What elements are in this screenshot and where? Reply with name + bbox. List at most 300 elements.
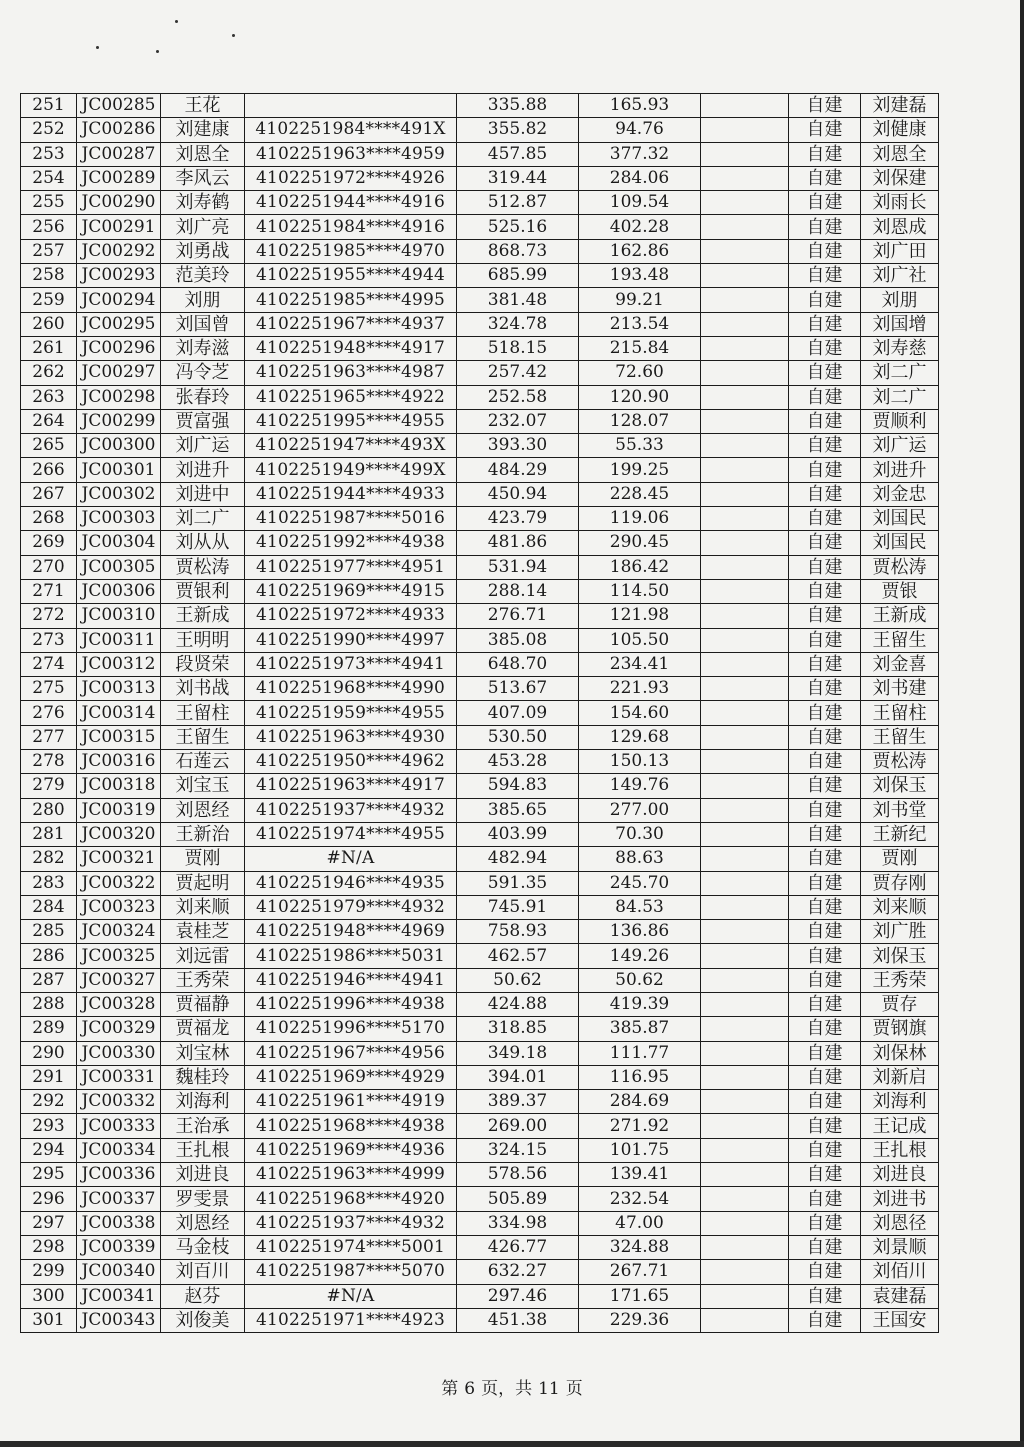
cell-area-2: 162.86 [579,239,701,263]
cell-area-1: 530.50 [457,725,579,749]
cell-name: 刘进中 [161,482,245,506]
cell-number: 266 [21,458,77,482]
cell-code: JC00318 [77,774,161,798]
cell-area-2: 199.25 [579,458,701,482]
cell-name: 王治承 [161,1114,245,1138]
cell-owner: 刘健康 [861,118,939,142]
cell-name: 王新成 [161,604,245,628]
cell-type: 自建 [789,1260,861,1284]
cell-area-2: 94.76 [579,118,701,142]
cell-area-1: 50.62 [457,968,579,992]
cell-id-number: 4102251977****4951 [245,555,457,579]
cell-owner: 刘雨长 [861,191,939,215]
cell-area-2: 139.41 [579,1163,701,1187]
cell-name: 刘俊美 [161,1308,245,1332]
table-row [21,1065,939,1089]
cell-area-2: 149.76 [579,774,701,798]
cell-type: 自建 [789,458,861,482]
cell-name: 贾起明 [161,871,245,895]
cell-name: 刘远雷 [161,944,245,968]
cell-type: 自建 [789,482,861,506]
table-row [21,871,939,895]
cell-type: 自建 [789,628,861,652]
cell-id-number: 4102251973****4941 [245,652,457,676]
table-row [21,434,939,458]
cell-number: 283 [21,871,77,895]
table-row [21,385,939,409]
cell-type: 自建 [789,215,861,239]
cell-blank [701,1284,789,1308]
cell-owner: 刘广社 [861,264,939,288]
cell-area-2: 70.30 [579,822,701,846]
cell-type: 自建 [789,94,861,118]
cell-id-number: 4102251963****4917 [245,774,457,798]
table-row [21,507,939,531]
cell-type: 自建 [789,191,861,215]
cell-blank [701,579,789,603]
cell-id-number: 4102251946****4935 [245,871,457,895]
footer-page-mid: 页，共 [481,1379,533,1399]
cell-code: JC00320 [77,822,161,846]
cell-blank [701,409,789,433]
cell-area-1: 393.30 [457,434,579,458]
cell-blank [701,1308,789,1332]
cell-owner: 贾松涛 [861,750,939,774]
cell-area-1: 518.15 [457,336,579,360]
cell-area-1: 868.73 [457,239,579,263]
cell-name: 范美玲 [161,264,245,288]
cell-type: 自建 [789,652,861,676]
cell-owner: 刘保林 [861,1041,939,1065]
cell-blank [701,1260,789,1284]
cell-type: 自建 [789,142,861,166]
cell-area-2: 277.00 [579,798,701,822]
table-row [21,555,939,579]
cell-area-1: 355.82 [457,118,579,142]
cell-owner: 贾钢旗 [861,1017,939,1041]
cell-area-1: 484.29 [457,458,579,482]
cell-code: JC00337 [77,1187,161,1211]
cell-id-number: 4102251944****4916 [245,191,457,215]
cell-name: 张春玲 [161,385,245,409]
cell-area-2: 128.07 [579,409,701,433]
cell-name: 王扎根 [161,1138,245,1162]
cell-name: 贾银利 [161,579,245,603]
cell-type: 自建 [789,409,861,433]
cell-area-1: 423.79 [457,507,579,531]
cell-id-number: 4102251974****5001 [245,1235,457,1259]
table-row [21,604,939,628]
cell-area-2: 114.50 [579,579,701,603]
table-row [21,652,939,676]
table-row [21,1138,939,1162]
cell-area-1: 450.94 [457,482,579,506]
cell-name: 王明明 [161,628,245,652]
table-row [21,701,939,725]
cell-number: 287 [21,968,77,992]
cell-name: 袁桂芝 [161,920,245,944]
cell-code: JC00310 [77,604,161,628]
cell-owner: 刘保建 [861,166,939,190]
table-row [21,312,939,336]
cell-area-1: 525.16 [457,215,579,239]
cell-area-2: 150.13 [579,750,701,774]
cell-code: JC00334 [77,1138,161,1162]
cell-code: JC00286 [77,118,161,142]
cell-number: 270 [21,555,77,579]
table-row [21,579,939,603]
cell-name: 马金枝 [161,1235,245,1259]
cell-blank [701,142,789,166]
cell-area-2: 324.88 [579,1235,701,1259]
cell-type: 自建 [789,1284,861,1308]
cell-blank [701,361,789,385]
cell-id-number: 4102251992****4938 [245,531,457,555]
cell-number: 264 [21,409,77,433]
cell-code: JC00313 [77,677,161,701]
cell-number: 262 [21,361,77,385]
table-row [21,1090,939,1114]
cell-number: 257 [21,239,77,263]
cell-id-number: 4102251995****4955 [245,409,457,433]
cell-id-number: 4102251971****4923 [245,1308,457,1332]
cell-number: 290 [21,1041,77,1065]
cell-blank [701,531,789,555]
cell-id-number: 4102251963****4959 [245,142,457,166]
cell-number: 251 [21,94,77,118]
cell-type: 自建 [789,1017,861,1041]
cell-area-1: 385.08 [457,628,579,652]
cell-number: 276 [21,701,77,725]
table-row [21,458,939,482]
cell-number: 279 [21,774,77,798]
cell-code: JC00333 [77,1114,161,1138]
cell-code: JC00291 [77,215,161,239]
cell-area-2: 193.48 [579,264,701,288]
table-row [21,336,939,360]
cell-number: 281 [21,822,77,846]
cell-number: 301 [21,1308,77,1332]
cell-area-1: 389.37 [457,1090,579,1114]
cell-number: 285 [21,920,77,944]
cell-id-number: 4102251986****5031 [245,944,457,968]
table-row [21,1187,939,1211]
cell-blank [701,288,789,312]
cell-owner: 刘书堂 [861,798,939,822]
cell-area-2: 290.45 [579,531,701,555]
cell-type: 自建 [789,604,861,628]
cell-number: 256 [21,215,77,239]
cell-id-number: 4102251990****4997 [245,628,457,652]
cell-blank [701,118,789,142]
cell-blank [701,895,789,919]
cell-name: 刘广运 [161,434,245,458]
cell-code: JC00287 [77,142,161,166]
cell-area-2: 377.32 [579,142,701,166]
cell-type: 自建 [789,579,861,603]
cell-name: 刘宝玉 [161,774,245,798]
cell-name: 王新治 [161,822,245,846]
cell-name: 刘进良 [161,1163,245,1187]
cell-number: 298 [21,1235,77,1259]
cell-code: JC00294 [77,288,161,312]
cell-code: JC00322 [77,871,161,895]
cell-number: 288 [21,992,77,1016]
table-row [21,166,939,190]
cell-area-1: 513.67 [457,677,579,701]
cell-area-2: 47.00 [579,1211,701,1235]
cell-area-1: 512.87 [457,191,579,215]
cell-id-number: 4102251974****4955 [245,822,457,846]
cell-owner: 刘国民 [861,507,939,531]
cell-number: 268 [21,507,77,531]
cell-id-number: 4102251965****4922 [245,385,457,409]
cell-area-2: 154.60 [579,701,701,725]
cell-type: 自建 [789,312,861,336]
cell-type: 自建 [789,1065,861,1089]
table-row [21,750,939,774]
cell-name: 刘百川 [161,1260,245,1284]
cell-code: JC00319 [77,798,161,822]
cell-blank [701,725,789,749]
cell-owner: 王记成 [861,1114,939,1138]
cell-number: 289 [21,1017,77,1041]
cell-area-1: 424.88 [457,992,579,1016]
cell-id-number: 4102251969****4936 [245,1138,457,1162]
cell-area-2: 88.63 [579,847,701,871]
cell-blank [701,944,789,968]
cell-blank [701,798,789,822]
cell-type: 自建 [789,1041,861,1065]
cell-id-number: 4102251985****4995 [245,288,457,312]
cell-area-1: 349.18 [457,1041,579,1065]
cell-area-1: 426.77 [457,1235,579,1259]
cell-code: JC00312 [77,652,161,676]
cell-area-1: 745.91 [457,895,579,919]
table-row [21,264,939,288]
cell-type: 自建 [789,847,861,871]
cell-name: 冯令芝 [161,361,245,385]
cell-blank [701,312,789,336]
table-row [21,1284,939,1308]
cell-name: 刘二广 [161,507,245,531]
cell-name: 刘来顺 [161,895,245,919]
cell-owner: 刘二广 [861,361,939,385]
cell-name: 刘宝林 [161,1041,245,1065]
table-row [21,895,939,919]
cell-blank [701,336,789,360]
footer-page-prefix: 第 [441,1379,459,1399]
footer-page-number: 6 [464,1379,476,1399]
cell-name: 王花 [161,94,245,118]
cell-code: JC00329 [77,1017,161,1041]
scan-edge-bottom [0,1441,1024,1447]
cell-owner: 贾顺利 [861,409,939,433]
cell-number: 282 [21,847,77,871]
cell-code: JC00289 [77,166,161,190]
cell-area-1: 685.99 [457,264,579,288]
cell-id-number: 4102251937****4932 [245,1211,457,1235]
cell-number: 265 [21,434,77,458]
cell-id-number: 4102251955****4944 [245,264,457,288]
cell-number: 292 [21,1090,77,1114]
cell-owner: 王新纪 [861,822,939,846]
cell-area-2: 221.93 [579,677,701,701]
cell-area-1: 319.44 [457,166,579,190]
table-row [21,118,939,142]
cell-number: 284 [21,895,77,919]
cell-type: 自建 [789,118,861,142]
cell-blank [701,1187,789,1211]
cell-number: 260 [21,312,77,336]
cell-name: 贾福静 [161,992,245,1016]
cell-owner: 贾刚 [861,847,939,871]
table-row [21,798,939,822]
cell-type: 自建 [789,725,861,749]
cell-blank [701,628,789,652]
cell-id-number: 4102251963****4930 [245,725,457,749]
cell-owner: 贾存 [861,992,939,1016]
cell-name: 刘寿滋 [161,336,245,360]
cell-name: 刘建康 [161,118,245,142]
cell-area-2: 245.70 [579,871,701,895]
ledger-table [20,93,939,1333]
cell-area-1: 232.07 [457,409,579,433]
cell-code: JC00297 [77,361,161,385]
cell-area-1: 403.99 [457,822,579,846]
cell-name: 刘寿鹤 [161,191,245,215]
page-footer [0,1374,1024,1399]
cell-type: 自建 [789,968,861,992]
cell-area-2: 116.95 [579,1065,701,1089]
cell-blank [701,1017,789,1041]
cell-type: 自建 [789,774,861,798]
cell-blank [701,507,789,531]
cell-owner: 刘书建 [861,677,939,701]
cell-id-number: 4102251963****4987 [245,361,457,385]
cell-owner: 刘来顺 [861,895,939,919]
cell-type: 自建 [789,1308,861,1332]
table-row [21,191,939,215]
table-row [21,725,939,749]
cell-blank [701,604,789,628]
cell-id-number: 4102251972****4926 [245,166,457,190]
cell-name: 刘海利 [161,1090,245,1114]
cell-type: 自建 [789,1138,861,1162]
table-row [21,628,939,652]
cell-id-number: 4102251996****4938 [245,992,457,1016]
cell-id-number: 4102251984****4916 [245,215,457,239]
cell-blank [701,555,789,579]
cell-id-number: #N/A [245,1284,457,1308]
cell-name: 石莲云 [161,750,245,774]
cell-code: JC00296 [77,336,161,360]
cell-code: JC00331 [77,1065,161,1089]
cell-number: 269 [21,531,77,555]
cell-code: JC00306 [77,579,161,603]
cell-number: 261 [21,336,77,360]
cell-owner: 刘二广 [861,385,939,409]
cell-name: 刘恩经 [161,1211,245,1235]
cell-id-number [245,94,457,118]
cell-area-2: 84.53 [579,895,701,919]
table-row [21,1260,939,1284]
cell-area-1: 318.85 [457,1017,579,1041]
cell-blank [701,652,789,676]
cell-id-number: 4102251949****499X [245,458,457,482]
cell-area-2: 120.90 [579,385,701,409]
cell-type: 自建 [789,385,861,409]
cell-owner: 王留柱 [861,701,939,725]
cell-name: 段贤荣 [161,652,245,676]
cell-type: 自建 [789,361,861,385]
cell-name: 刘恩经 [161,798,245,822]
cell-id-number: 4102251959****4955 [245,701,457,725]
cell-number: 271 [21,579,77,603]
cell-code: JC00341 [77,1284,161,1308]
cell-area-1: 578.56 [457,1163,579,1187]
cell-code: JC00343 [77,1308,161,1332]
cell-area-2: 50.62 [579,968,701,992]
cell-id-number: 4102251967****4937 [245,312,457,336]
table-row [21,1017,939,1041]
table-row [21,677,939,701]
cell-code: JC00316 [77,750,161,774]
table-row [21,531,939,555]
cell-code: JC00285 [77,94,161,118]
cell-name: 刘勇战 [161,239,245,263]
cell-number: 294 [21,1138,77,1162]
cell-type: 自建 [789,555,861,579]
cell-code: JC00340 [77,1260,161,1284]
cell-code: JC00301 [77,458,161,482]
cell-code: JC00328 [77,992,161,1016]
cell-blank [701,1090,789,1114]
cell-area-2: 171.65 [579,1284,701,1308]
cell-area-1: 457.85 [457,142,579,166]
cell-type: 自建 [789,531,861,555]
cell-type: 自建 [789,1090,861,1114]
cell-owner: 刘海利 [861,1090,939,1114]
cell-code: JC00321 [77,847,161,871]
table-row [21,361,939,385]
cell-owner: 刘寿慈 [861,336,939,360]
cell-number: 297 [21,1211,77,1235]
cell-number: 295 [21,1163,77,1187]
cell-id-number: 4102251985****4970 [245,239,457,263]
cell-owner: 刘景顺 [861,1235,939,1259]
cell-blank [701,239,789,263]
scan-speck [175,20,178,23]
cell-blank [701,822,789,846]
scan-speck [232,34,235,37]
cell-area-1: 453.28 [457,750,579,774]
cell-blank [701,1041,789,1065]
cell-name: 王秀荣 [161,968,245,992]
cell-blank [701,847,789,871]
cell-blank [701,1114,789,1138]
cell-owner: 王留生 [861,725,939,749]
cell-code: JC00324 [77,920,161,944]
cell-area-1: 505.89 [457,1187,579,1211]
cell-id-number: 4102251968****4920 [245,1187,457,1211]
cell-number: 274 [21,652,77,676]
cell-name: 刘进升 [161,458,245,482]
cell-id-number: 4102251969****4915 [245,579,457,603]
cell-area-2: 149.26 [579,944,701,968]
cell-type: 自建 [789,1187,861,1211]
cell-code: JC00303 [77,507,161,531]
